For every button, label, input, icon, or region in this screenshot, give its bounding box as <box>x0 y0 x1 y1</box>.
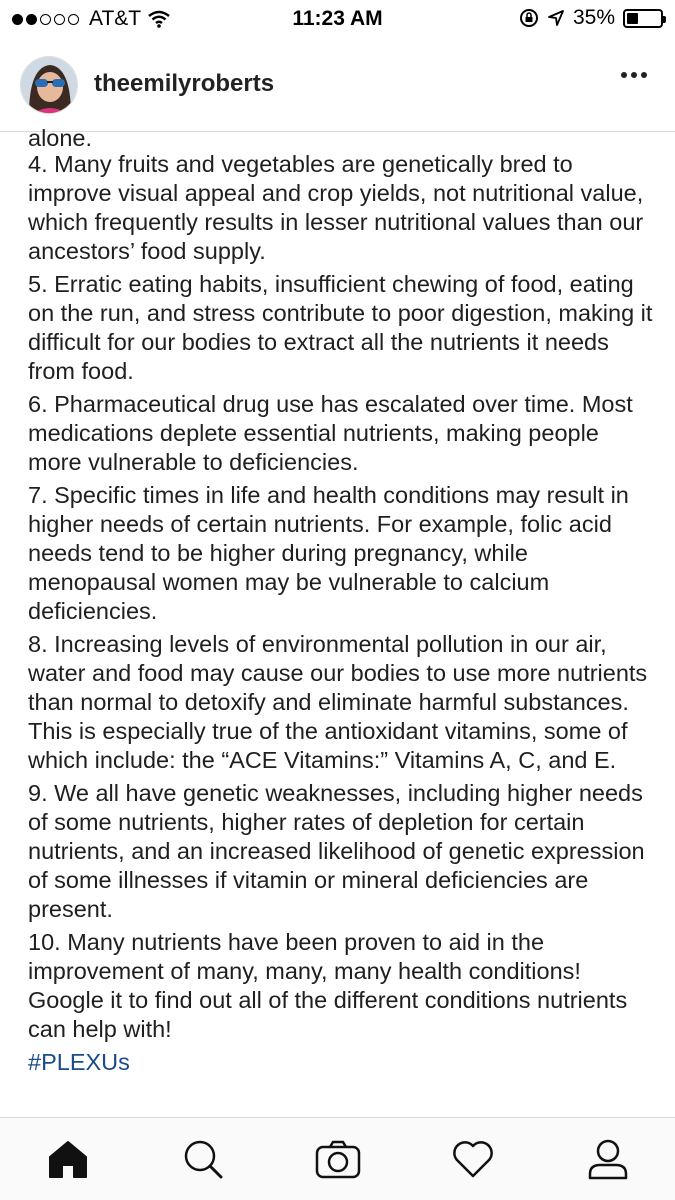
status-right <box>519 6 663 30</box>
post-header <box>0 38 675 132</box>
post-caption <box>28 128 658 1081</box>
status-bar <box>0 0 675 38</box>
caption-item-5: 5. Erratic eating habits, insufficient chewing of food, eating on the run, and stress contribute to poor digestion, making it difficult for our bodies to extract all the nutrients it needs from food. <box>28 271 653 384</box>
profile-icon <box>587 1138 629 1180</box>
location-arrow-icon <box>547 9 565 27</box>
more-options-icon[interactable] <box>621 72 647 78</box>
battery-fill <box>627 13 638 24</box>
battery-icon <box>623 9 663 28</box>
caption-item-4: 4. Many fruits and vegetables are genetically bred to improve visual appeal and crop yields, not nutritional value, which frequently results in lesser nutritional values than our ancestors’ food supply. <box>28 151 644 264</box>
hashtag-link[interactable]: #PLEXUs <box>28 1049 130 1075</box>
search-icon <box>182 1138 224 1180</box>
caption-item-9: 9. We all have genetic weaknesses, including higher needs of some nutrients, higher rates of depletion for certain nutrients, and an increased likelihood of genetic expression of some illnesses if vitamin or mineral deficiencies are present. <box>28 780 645 922</box>
battery-percent: 35% <box>572 6 615 29</box>
post-username[interactable]: theemilyroberts <box>94 70 275 97</box>
tab-activity[interactable] <box>433 1129 513 1189</box>
caption-item-6: 6. Pharmaceutical drug use has escalated over time. Most medications deplete essential nutrients, making people more vulnerable to deficiencies. <box>28 391 633 475</box>
caption-item-10: 10. Many nutrients have been proven to aid in the improvement of many, many, many health conditions! Google it to find out all of the different conditions nutrients can help with! <box>28 929 628 1042</box>
caption-item-7: 7. Specific times in life and health conditions may result in higher needs of certain nutrients. For example, folic acid needs tend to be higher during pregnancy, while menopausal women may be vulnerable to calcium deficiencies. <box>28 482 629 624</box>
caption-item-8: 8. Increasing levels of environmental pollution in our air, water and food may cause our bodies to use more nutrients than normal to detoxify and eliminate harmful substances. This is especially true of the antioxidant vitamins, some of which include: the “ACE Vitamins:” Vitamins A, C, and E. <box>28 631 648 773</box>
tab-camera[interactable] <box>298 1129 378 1189</box>
tab-profile[interactable] <box>568 1129 648 1189</box>
heart-icon <box>451 1139 495 1179</box>
camera-icon <box>315 1139 361 1179</box>
orientation-lock-icon <box>519 8 539 28</box>
tab-home[interactable] <box>28 1129 108 1189</box>
status-time: 11:23 AM <box>292 7 383 30</box>
user-avatar[interactable] <box>20 56 78 114</box>
bottom-tab-bar <box>0 1117 675 1200</box>
carrier-name: AT&T <box>89 7 142 30</box>
clipped-caption-line: alone. <box>28 128 93 150</box>
tab-search[interactable] <box>163 1129 243 1189</box>
home-icon <box>47 1139 89 1179</box>
